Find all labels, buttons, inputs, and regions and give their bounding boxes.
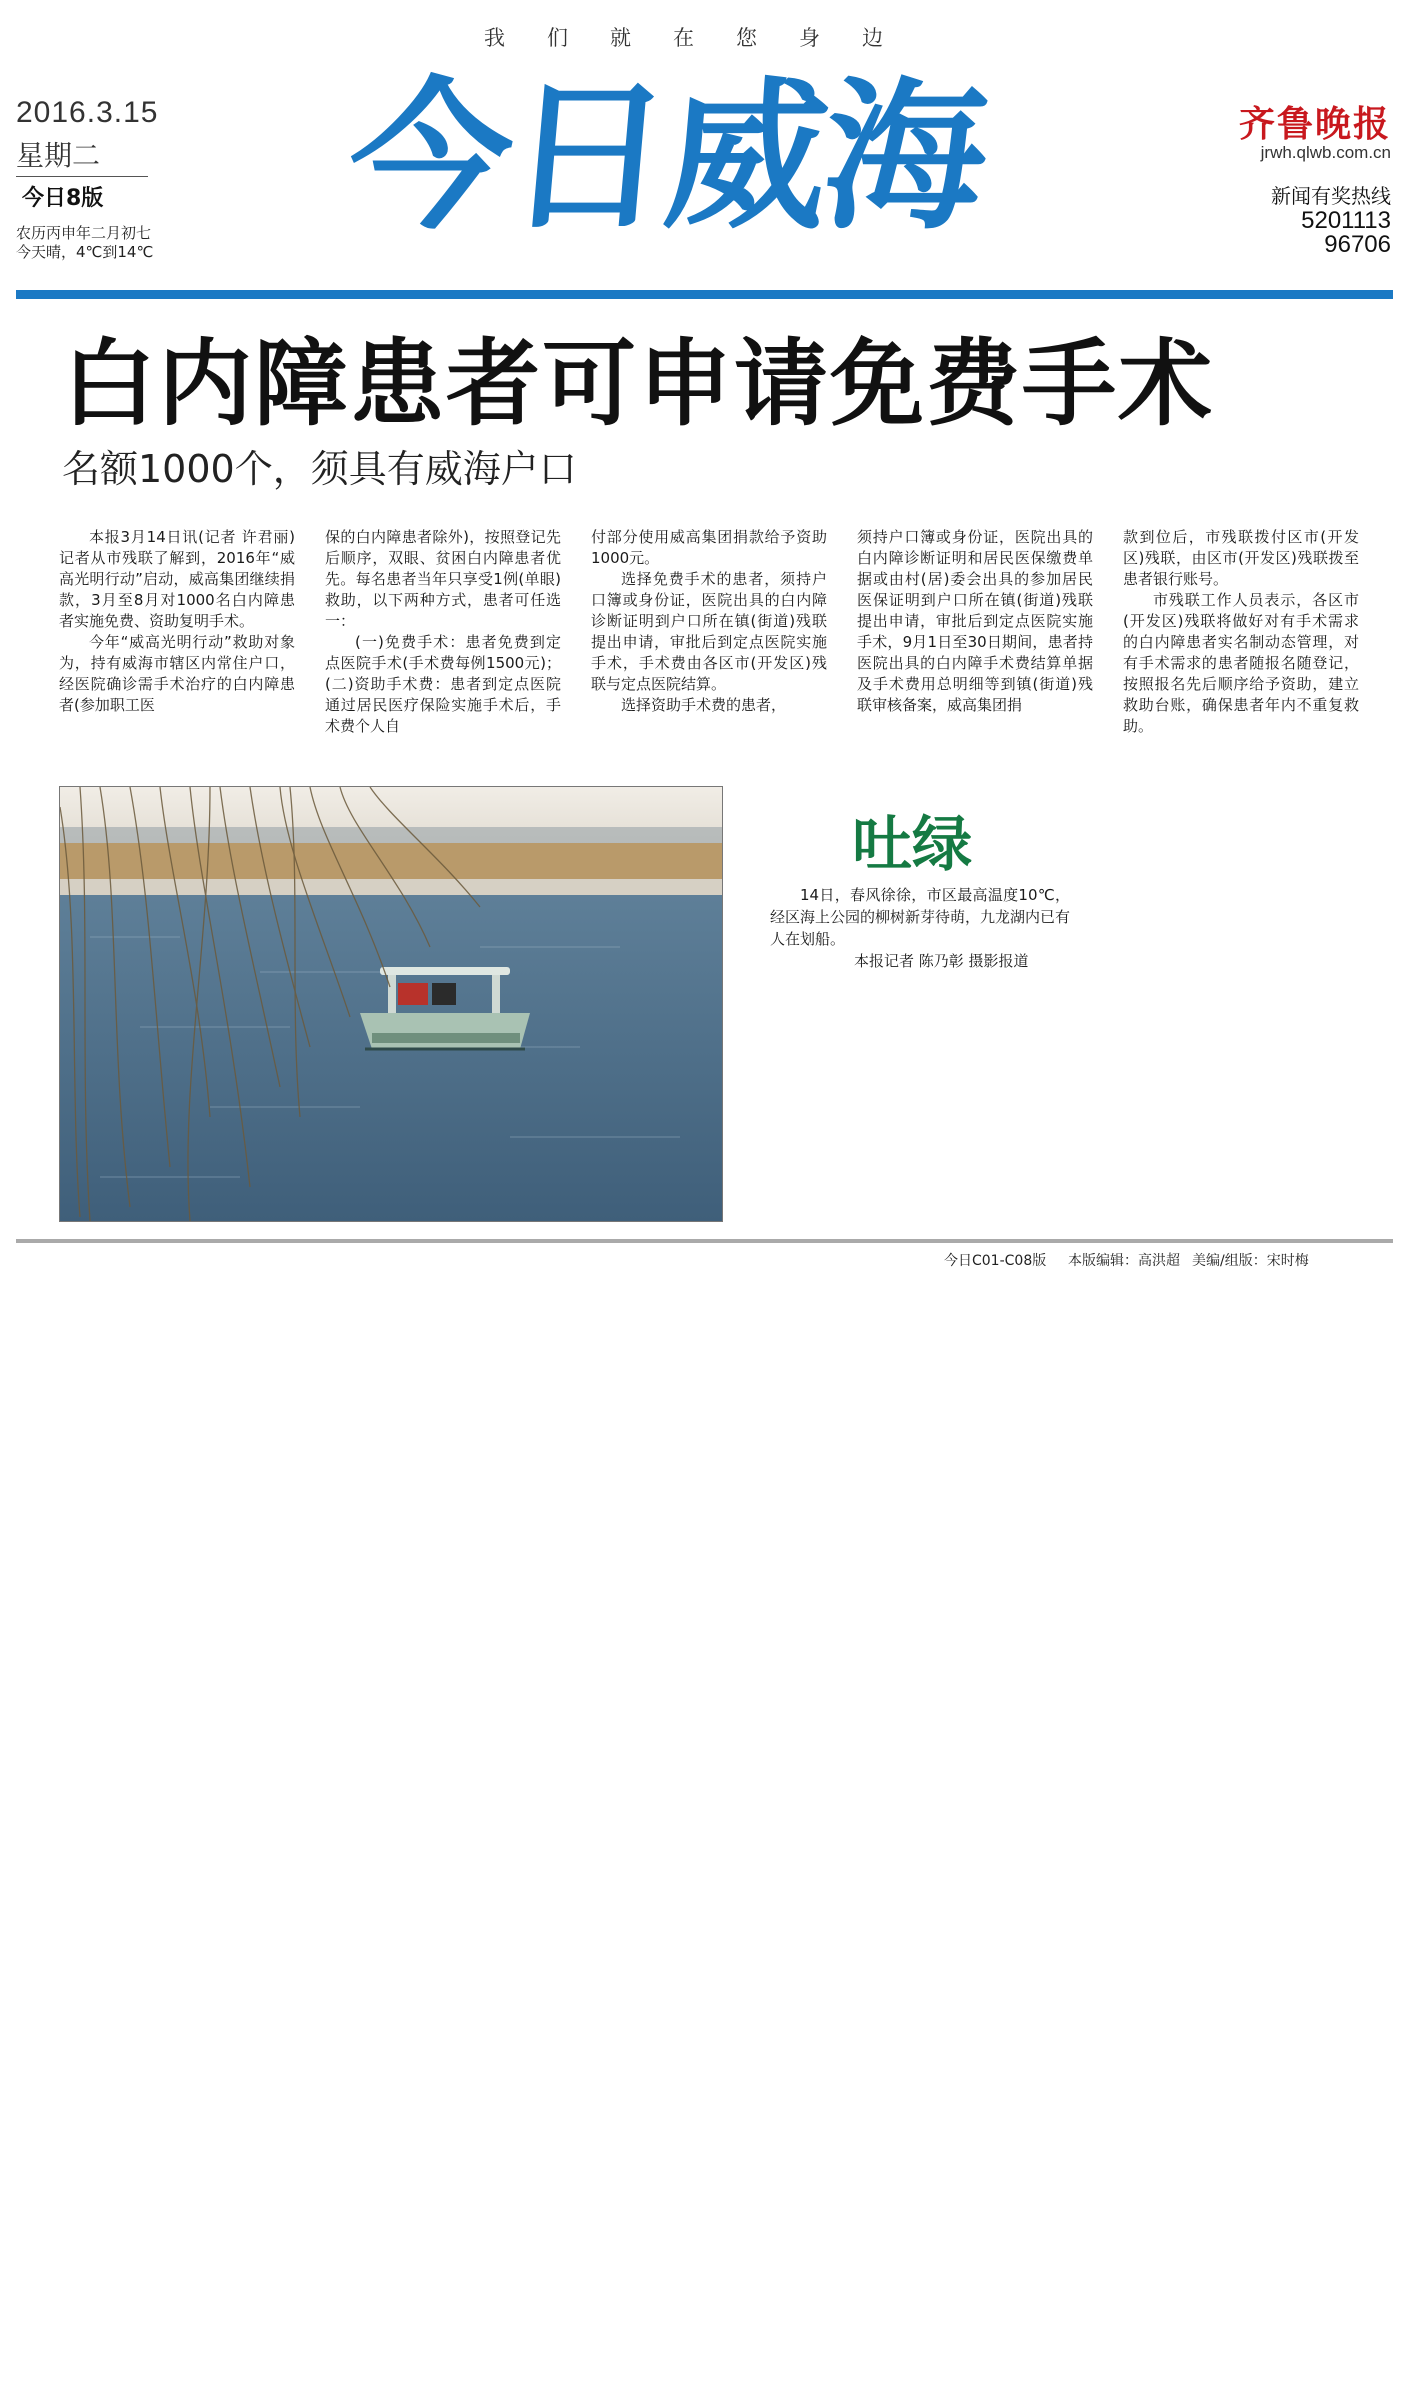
- news-photo: [59, 786, 723, 1222]
- article-paragraph: 款到位后，市残联拨付区市(开发区)残联，由区市(开发区)残联拨至患者银行账号。: [1123, 528, 1359, 588]
- photo-caption: [770, 884, 1070, 972]
- lunar-date: 农历丙申年二月初七: [16, 224, 152, 242]
- partner-logo: 齐鲁晚报: [1238, 103, 1391, 145]
- footer-divider: [16, 1239, 1393, 1243]
- article-paragraph: 市残联工作人员表示，各区市(开发区)残联将做好对有手术需求的白内障患者实名制动态管理，对有手术需求的患者随报名随登记，按照报名先后顺序给予资助，建立救助台账，确保患者年内不重复救助。: [1123, 591, 1359, 735]
- article-paragraph: 今年“威高光明行动”救助对象为，持有威海市辖区内常住户口，经医院确诊需手术治疗的白内障患者(参加职工医: [59, 633, 295, 714]
- masthead-logo: [341, 58, 1070, 268]
- issue-weekday: 星期二: [16, 134, 148, 177]
- photo-credit: 本报记者 陈乃彰 摄影报道: [854, 952, 1029, 970]
- weather-forecast: 今天晴，4℃到14℃: [16, 243, 154, 261]
- article-headline: 白内障患者可申请免费手术: [62, 330, 1215, 439]
- article-column-5: [1123, 527, 1359, 737]
- article-paragraph: (一)免费手术：患者免费到定点医院手术(手术费每例1500元)；(二)资助手术费：患者到定点医院通过居民医疗保险实施手术后，手术费个人自: [325, 633, 561, 735]
- article-column-1: [59, 527, 295, 716]
- issue-date: 2016.3.15: [16, 96, 159, 129]
- article-column-2: [325, 527, 561, 737]
- masthead-title: 今日威海: [341, 64, 991, 252]
- lake-boat-illustration: [60, 787, 722, 1221]
- article-subhead: 名额1000个，须具有威海户口: [62, 447, 577, 491]
- article-paragraph: 选择资助手术费的患者，: [621, 696, 787, 714]
- hotline-label: 新闻有奖热线: [1271, 184, 1391, 208]
- partner-url: jrwh.qlwb.com.cn: [1260, 143, 1391, 162]
- photo-title: 吐绿: [852, 810, 972, 880]
- article-column-4: [857, 527, 1093, 716]
- caption-text: 14日，春风徐徐，市区最高温度10℃，经区海上公园的柳树新芽待萌，九龙湖内已有人在划船。: [770, 886, 1071, 948]
- footer-designer: 美编/组版：宋时梅: [1192, 1253, 1309, 1269]
- hotline-number: 5201113: [1301, 207, 1391, 234]
- article-paragraph: 须持户口簿或身份证，医院出具的白内障诊断证明和居民医保缴费单据或由村(居)委会出具的参加居民医保证明到户口所在镇(街道)残联提出申请，审批后到定点医院实施手术，9月1日至30日期间，患者持医院出具的白内障手术费结算单据及手术费用总明细等到镇(街道)残联审核备案，威高集团捐: [857, 528, 1093, 714]
- slogan: 我们就在您身边: [484, 26, 925, 50]
- article-paragraph: 保的白内障患者除外)，按照登记先后顺序，双眼、贫困白内障患者优先。每名患者当年只享受1例(单眼)救助，以下两种方式，患者可任选一：: [325, 528, 561, 630]
- article-paragraph: 本报3月14日讯(记者 许君丽) 记者从市残联了解到，2016年“威高光明行动”启动，威高集团继续捐款，3月至8月对1000名白内障患者实施免费、资助复明手术。: [59, 528, 295, 630]
- article-paragraph: 付部分使用威高集团捐款给予资助1000元。: [591, 528, 827, 567]
- hotline-number: 96706: [1324, 231, 1391, 258]
- footer-editor: 本版编辑：高洪超: [1068, 1253, 1180, 1269]
- article-paragraph: 选择免费手术的患者，须持户口簿或身份证，医院出具的白内障诊断证明到户口所在镇(街道)残联提出申请，审批后到定点医院实施手术，手术费由各区市(开发区)残联与定点医院结算。: [591, 570, 827, 693]
- header-divider: [16, 290, 1393, 299]
- edition-count: 今日8版: [22, 186, 104, 211]
- footer-pages: 今日C01-C08版: [944, 1253, 1047, 1269]
- article-column-3: [591, 527, 827, 716]
